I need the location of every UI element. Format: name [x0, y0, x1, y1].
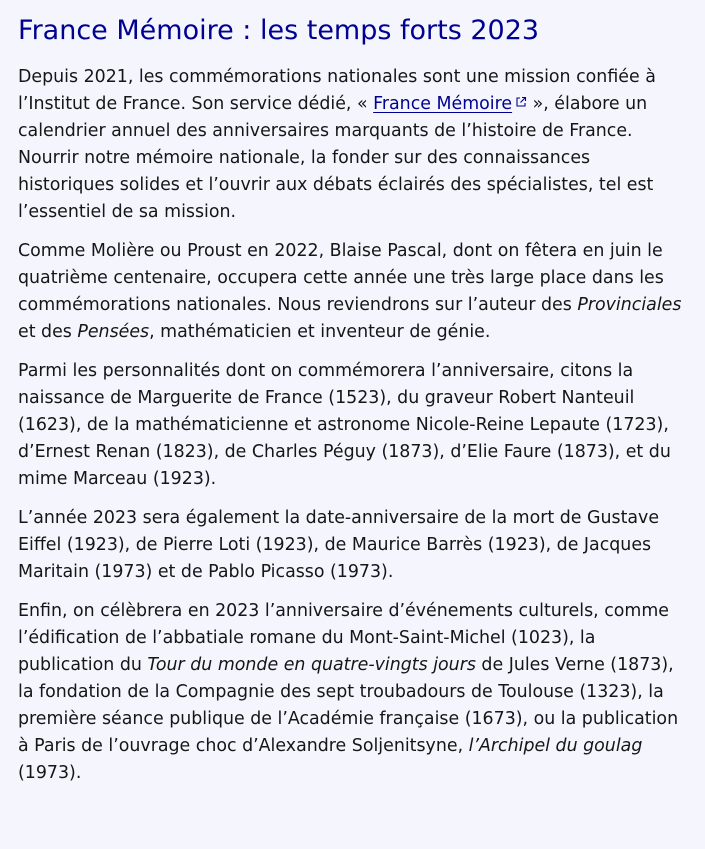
paragraph-pascal	[18, 238, 687, 346]
external-link-icon	[515, 96, 527, 108]
intro-text-after: », élabore un calendrier annuel des anniversaires marquants de l’histoire de France. Nourrir notre mémoire nationale, la fonder sur des connaissances historiques solides et l’ouvrir aux débats éclairés des spécialistes, tel est l’essentiel de sa mission.	[18, 94, 654, 222]
title-tour-du-monde: Tour du monde en quatre-vingts jours	[147, 655, 476, 675]
events-text-2: de Jules Verne (1873), la fondation de la Compagnie des sept troubadours de Toulouse (1323), la première séance publique de l’Académie française (1673), ou la publication à Paris de l’ouvrage choc d’Alexandre Soljenitsyne,	[18, 655, 679, 756]
title-archipel-goulag: l’Archipel du goulag	[468, 736, 643, 756]
paragraph-evenements	[18, 598, 687, 787]
events-text-3: (1973).	[18, 763, 82, 783]
france-memoire-link[interactable]	[373, 94, 527, 114]
events-text-1: Enfin, on célèbrera en 2023 l’anniversaire d’événements culturels, comme l’édification de l’abbatiale romane du Mont-Saint-Michel (1023), la publication du	[18, 601, 669, 675]
title-pensees: Pensées	[77, 322, 150, 342]
title-provinciales: Provinciales	[577, 295, 682, 315]
intro-text-before: Depuis 2021, les commémorations nationales sont une mission confiée à l’Institut de France. Son service dédié, «	[18, 67, 656, 114]
paragraph-intro	[18, 64, 687, 226]
paragraph-deces: L’année 2023 sera également la date-anniversaire de la mort de Gustave Eiffel (1923), de Pierre Loti (1923), de Maurice Barrès (1923), de Jacques Maritain (1973) et de Pablo Picasso (1973).	[18, 508, 660, 582]
pascal-text-1: Comme Molière ou Proust en 2022, Blaise Pascal, dont on fêtera en juin le quatrième centenaire, occupera cette année une très large place dans les commémorations nationales. Nous reviendrons sur l’auteur des	[18, 241, 664, 315]
page-title: France Mémoire : les temps forts 2023	[18, 15, 540, 46]
paragraph-personnalites: Parmi les personnalités dont on commémorera l’anniversaire, citons la naissance de Marguerite de France (1523), du graveur Robert Nanteuil (1623), de la mathématicienne et astronome Nicole-Reine Lepaute (1723), d’Ernest Renan (1823), de Charles Péguy (1873), d’Elie Faure (1873), et du mime Marceau (1923).	[18, 361, 671, 489]
pascal-text-2: et des	[18, 322, 78, 342]
france-memoire-link-label: France Mémoire	[373, 94, 513, 114]
pascal-text-3: , mathématicien et inventeur de génie.	[149, 322, 491, 342]
